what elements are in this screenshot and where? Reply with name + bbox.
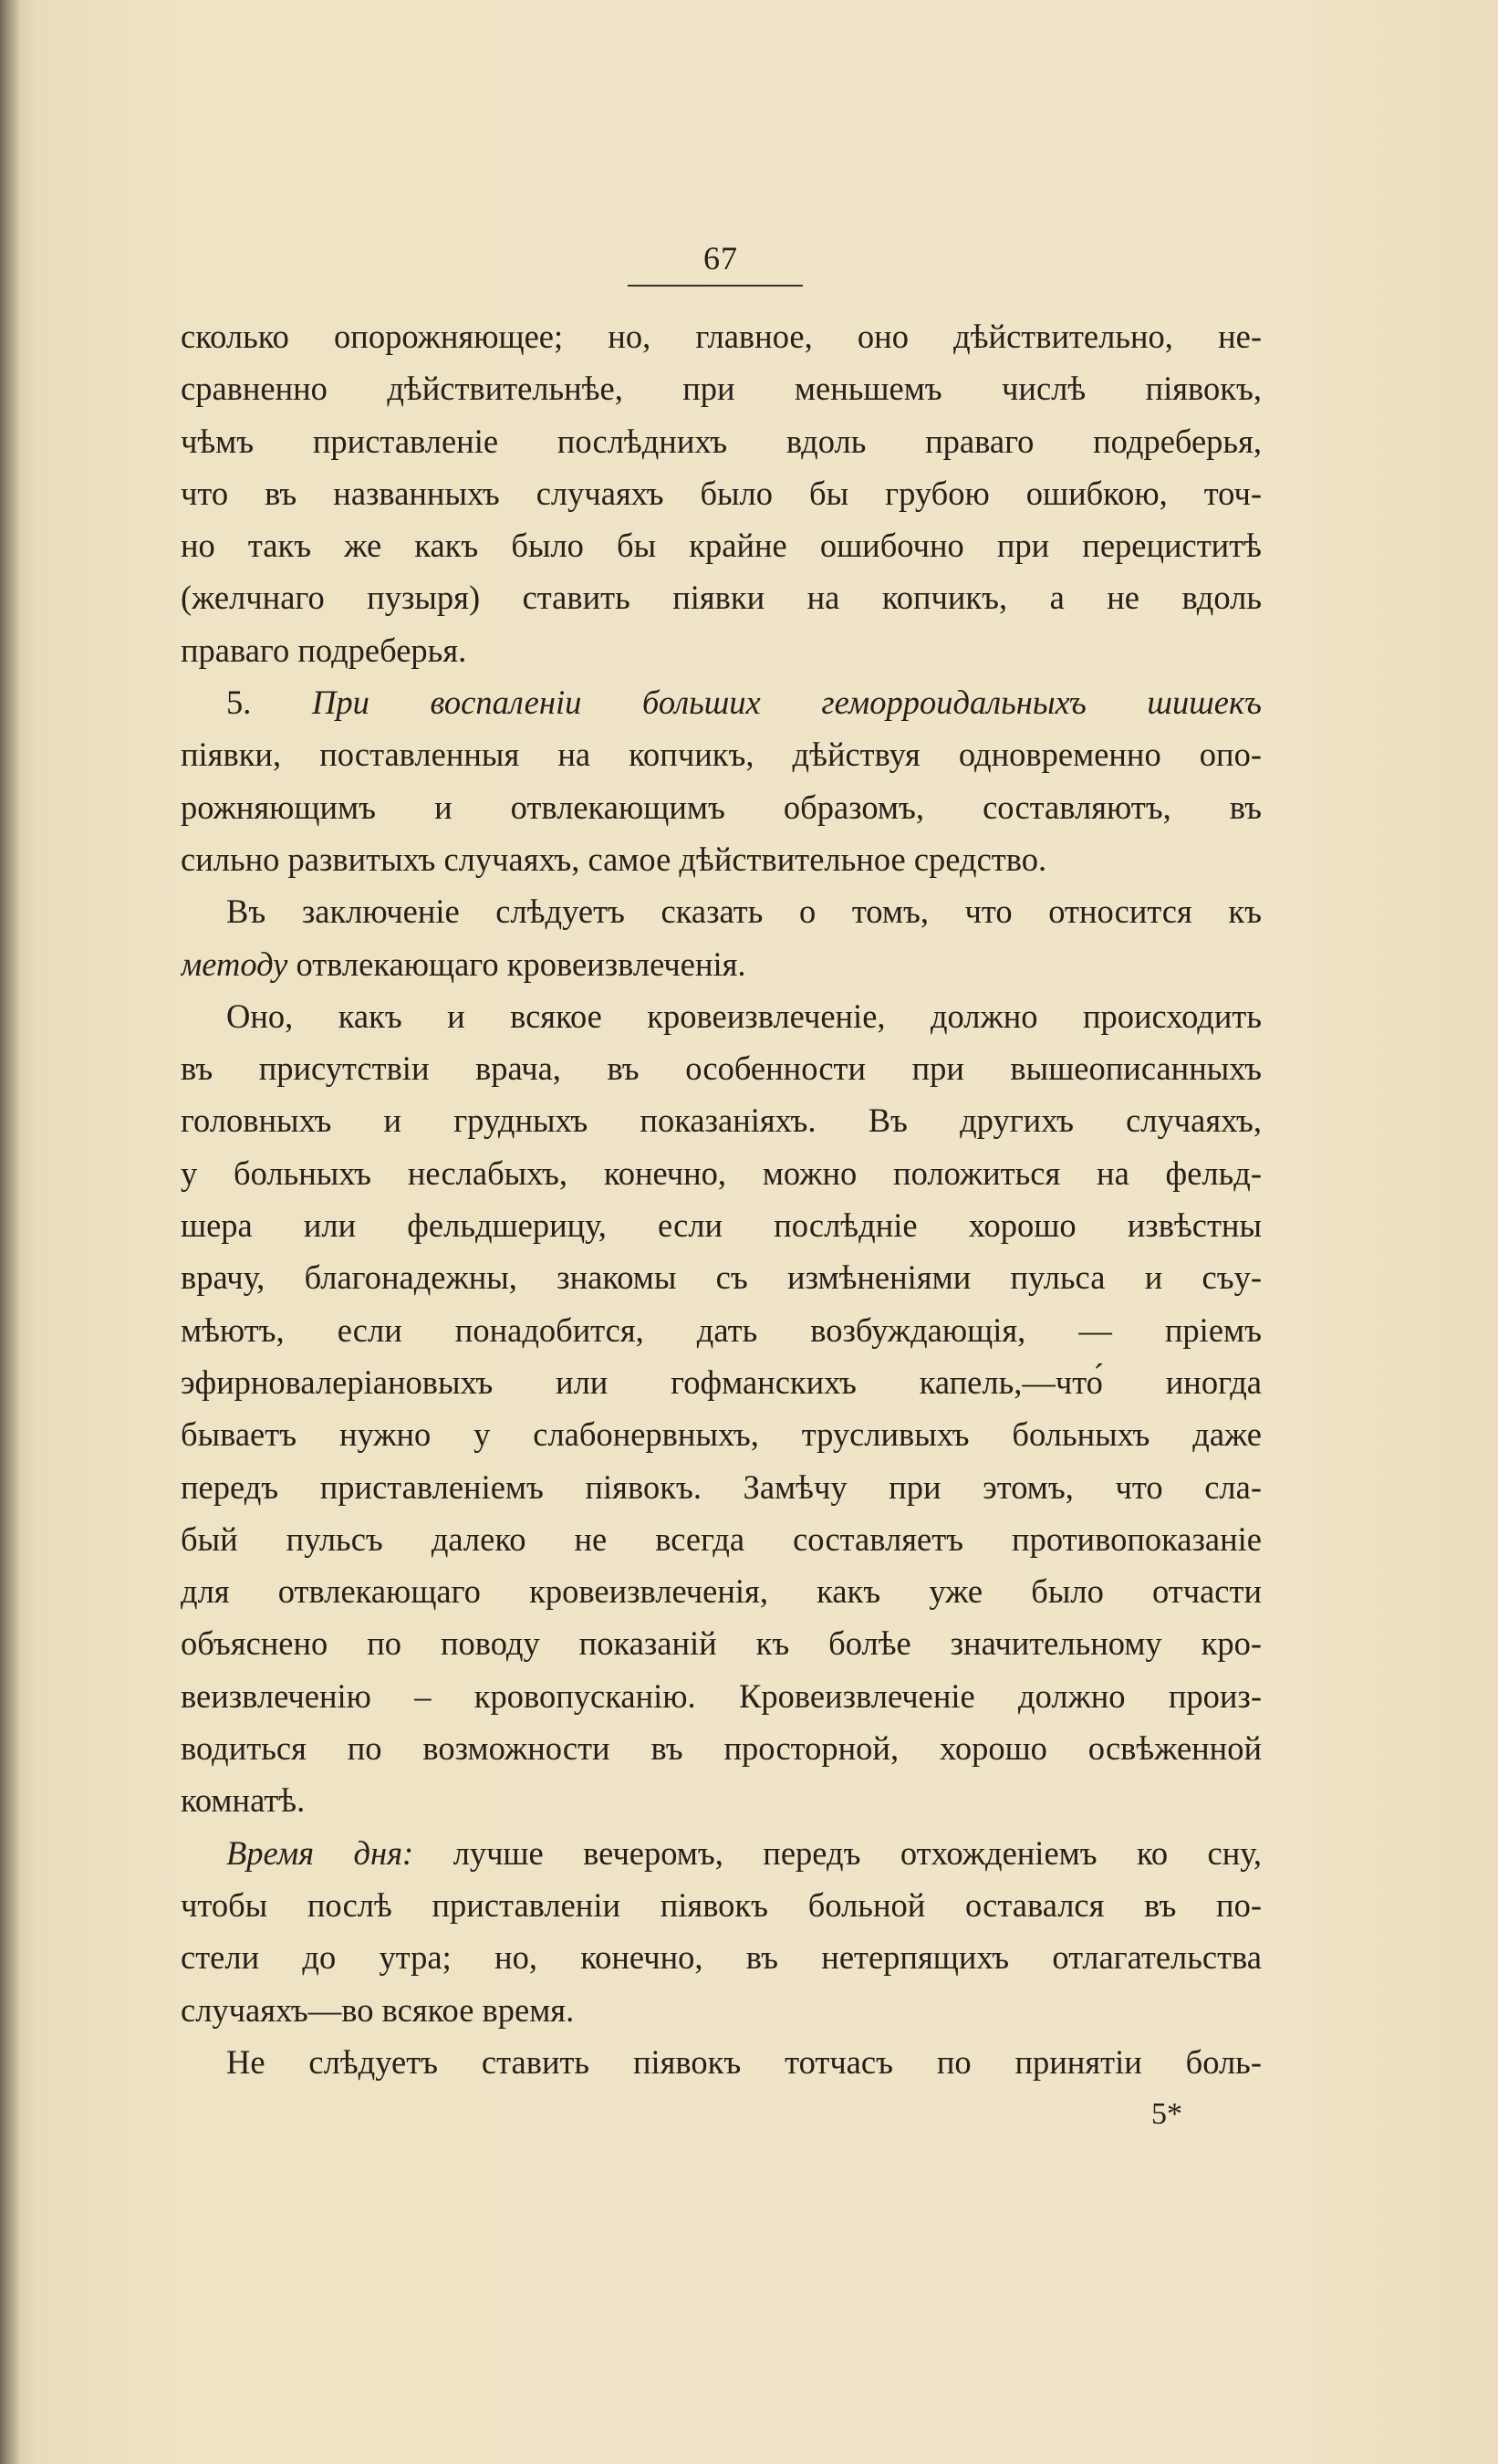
- text-line: Въ заключеніе слѣдуетъ сказать о томъ, что относится къ: [226, 893, 1262, 931]
- text-line: что въ названныхъ случаяхъ было бы грубою ошибкою, точ-: [181, 474, 1262, 512]
- text-line: эфирновалеріановыхъ или гофманскихъ капель,—что́ иногда: [181, 1363, 1262, 1401]
- text-line: стели до утра; но, конечно, въ нетерпящихъ отлагательства: [181, 1938, 1262, 1977]
- text-line: передъ приставленіемъ піявокъ. Замѣчу при этомъ, что сла-: [181, 1467, 1262, 1506]
- text-line: Не слѣдуетъ ставить піявокъ тотчасъ по принятіи боль-: [226, 2042, 1262, 2081]
- text-line: рожняющимъ и отвлекающимъ образомъ, составляютъ, въ: [181, 788, 1262, 826]
- text-line: объяснено по поводу показаній къ болѣе значительному кро-: [181, 1624, 1262, 1663]
- text-line: мѣютъ, если понадобится, дать возбуждающія, — пріемъ: [181, 1310, 1262, 1349]
- text-line: бываетъ нужно у слабонервныхъ, трусливыхъ больныхъ даже: [181, 1415, 1262, 1454]
- body-text: [181, 310, 1262, 2088]
- text-line: шера или фельдшерицу, если послѣдніе хорошо извѣстны: [181, 1206, 1262, 1245]
- mixed-line: [181, 938, 1262, 990]
- line-rest: лучше вечеромъ, передъ отхожденіемъ ко сну,: [413, 1833, 1262, 1872]
- text-line: врачу, благонадежны, знакомы съ измѣненіями пульса и съу-: [181, 1258, 1262, 1297]
- text-line: сильно развитыхъ случаяхъ, самое дѣйствительное средство.: [181, 840, 1047, 878]
- page-number: 67: [703, 240, 738, 277]
- text-line: сравненно дѣйствительнѣе, при меньшемъ числѣ піявокъ,: [181, 370, 1262, 408]
- binding-shadow: [0, 0, 20, 2464]
- text-line: случаяхъ—во всякое время.: [181, 1990, 575, 2029]
- signature-mark: 5*: [1151, 2097, 1182, 2131]
- numbered-heading-line: [181, 676, 1262, 728]
- text-line: (желчнаго пузыря) ставить піявки на копчикъ, а не вдоль: [181, 579, 1262, 617]
- italic-term: методу: [181, 945, 288, 983]
- italic-term: Время дня:: [226, 1833, 414, 1872]
- text-line: но такъ же какъ было бы крайне ошибочно при перециститѣ: [181, 527, 1262, 565]
- text-line: головныхъ и грудныхъ показаніяхъ. Въ другихъ случаяхъ,: [181, 1101, 1262, 1140]
- text-line: комнатѣ.: [181, 1781, 306, 1820]
- header-rule: [628, 285, 803, 287]
- italic-heading: При воспаленіи больших геморроидальныхъ шишекъ: [312, 684, 1262, 722]
- text-line: Оно, какъ и всякое кровеизвлеченіе, должно происходить: [226, 997, 1262, 1035]
- text-line: веизвлеченію – кровопусканію. Кровеизвлеченіе должно произ-: [181, 1676, 1262, 1715]
- item-number: 5.: [226, 684, 252, 722]
- text-line: водиться по возможности въ просторной, хорошо освѣженной: [181, 1729, 1262, 1768]
- text-line: праваго подреберья.: [181, 631, 467, 669]
- text-line: для отвлекающаго кровеизвлеченія, какъ уже было отчасти: [181, 1572, 1262, 1611]
- mixed-line: [181, 1827, 1262, 1879]
- text-line: чтобы послѣ приставленіи піявокъ больной оставался въ по-: [181, 1885, 1262, 1924]
- text-line: чѣмъ приставленіе послѣднихъ вдоль праваго подреберья,: [181, 422, 1262, 460]
- text-line: бый пульсъ далеко не всегда составляетъ противопоказаніе: [181, 1519, 1262, 1558]
- text-line: въ присутствіи врача, въ особенности при вышеописанныхъ: [181, 1049, 1262, 1088]
- text-line: у больныхъ неслабыхъ, конечно, можно положиться на фельд-: [181, 1154, 1262, 1192]
- line-rest: отвлекающаго кровеизвлеченія.: [287, 945, 746, 983]
- text-line: сколько опорожняющее; но, главное, оно дѣйствительно, не-: [181, 318, 1262, 355]
- text-line: піявки, поставленныя на копчикъ, дѣйствуя одновременно опо-: [181, 736, 1262, 774]
